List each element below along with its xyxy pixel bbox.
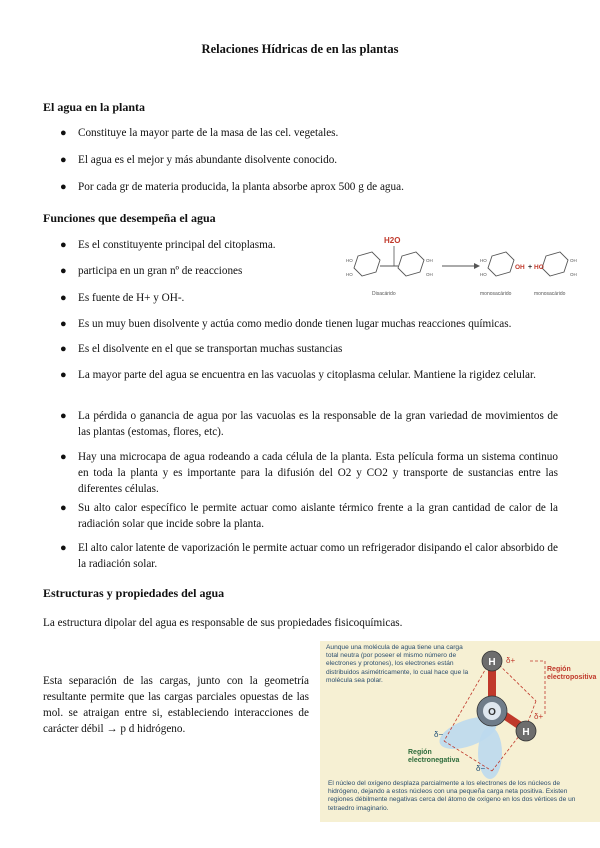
bullet-icon: ● (60, 318, 67, 330)
delta-plus-2: δ+ (534, 712, 544, 721)
water-label: H2O (384, 236, 401, 245)
svg-text:H: H (488, 657, 496, 668)
bullet-icon: ● (60, 369, 67, 381)
svg-text:O: O (488, 707, 496, 718)
svg-text:HO: HO (346, 272, 353, 277)
delta-minus-2: δ− (476, 764, 486, 773)
water-molecule-figure (320, 641, 600, 822)
sugar-ring-4 (542, 252, 568, 276)
bullet-icon: ● (60, 127, 67, 139)
label-disacarido: Disacárido (372, 291, 396, 297)
svg-text:OH: OH (426, 272, 433, 277)
svg-text:HO: HO (534, 264, 544, 271)
sugar-ring-3 (488, 252, 514, 276)
svg-text:OH: OH (570, 258, 577, 263)
label-monosacarido-1: monosacárido (480, 291, 512, 297)
region-negative-label: Región electronegativa (408, 749, 460, 764)
region-positive-label: Región electropositiva (547, 666, 597, 681)
bullet-icon: ● (60, 451, 67, 463)
label-monosacarido-2: monosacárido (534, 291, 566, 297)
svg-text:+: + (528, 264, 533, 271)
figure-caption-top: Aunque una molécula de agua tiene una carga total neutra (por poseer el mismo número de electrones y protones), los electrones están distribuidos asimétricamente, lo cual hace que la molécula sea polar. (326, 644, 469, 684)
svg-text:HO: HO (480, 272, 487, 277)
svg-text:H: H (522, 727, 530, 738)
svg-text:HO: HO (346, 258, 353, 263)
bullet-icon: ● (60, 542, 67, 554)
delta-minus-1: δ− (434, 730, 444, 739)
section-heading-agua-planta: El agua en la planta (43, 100, 146, 114)
svg-text:HO: HO (480, 258, 487, 263)
figure-caption-bottom: El núcleo del oxígeno desplaza parcialmente a los electrones de los núcleos de hidrógeno, dejando a estos núcleos con una pequeña carga neta positiva. Existen regiones débilmente negativas cerca del átomo de oxígeno en los dos vértices de un tetraedro imaginario. (328, 780, 576, 812)
bullet-icon: ● (60, 410, 67, 422)
bullet-icon: ● (60, 292, 67, 304)
bullet-icon: ● (60, 181, 67, 193)
bullet-icon: ● (60, 239, 67, 251)
bullet-icon: ● (60, 265, 67, 277)
body-paragraph: Esta separación de las cargas, junto con la geometría resultante permite que las cargas parciales opuestas de las mol. se atraigan entre si, estableciendo interacciones de carácter débil → p d hidrógeno. (43, 675, 309, 735)
section-heading-funciones: Funciones que desempeña el agua (43, 211, 216, 225)
sugar-ring-2 (398, 252, 424, 276)
bullet-icon: ● (60, 154, 67, 166)
intro-paragraph: La estructura dipolar del agua es responsable de sus propiedades fisicoquímicas. (43, 617, 403, 629)
bullet-icon: ● (60, 343, 67, 355)
page-title: Relaciones Hídricas de en las plantas (201, 42, 399, 56)
bullet-icon: ● (60, 502, 67, 514)
sugar-ring-1 (354, 252, 380, 276)
delta-plus-1: δ+ (506, 656, 516, 665)
svg-text:OH: OH (426, 258, 433, 263)
section-heading-estructuras: Estructuras y propiedades del agua (43, 586, 225, 600)
svg-text:OH: OH (515, 264, 525, 271)
svg-text:OH: OH (570, 272, 577, 277)
hydrolysis-figure (342, 232, 580, 302)
document-page: Relaciones Hídricas de en las plantas El agua en la planta ● Constituye la mayor parte de la masa de las cel. vegetales. ● El agua es el mejor y más abundante disolvente conocido. ● Por cada gr de materia producida, la planta absorbe aprox 500 g de agua. Funciones que desempeña el agua ● Es el constituyente principal del citoplasma. ● participa en un gran nº de reacciones ● Es fuente de H+ y OH-. H2O HO HO OH OH HO HO OH OH OH + HO Disacárido monosacárido monosacárido ● Es un muy buen disolvente y actúa como medio donde tienen lugar muchas reacciones químicas. ● Es el disolvente en el que se transportan muchas sustancias ● La mayor parte del agua se encuentra en las vacuolas y citoplasma celular. Mantiene la rigidez celular. ● La pérdida o ganancia de agua por las vacuolas es la responsable de la gran variedad de movimientos de las plantas (estomas, flores, etc). ● Hay una microcapa de agua rodeando a cada célula de la planta. Esta película forma un sistema continuo en toda la planta y es importante para la difusión del O2 y CO2 y transporte de sustancias entre las diferentes células. ● Su alto calor específico le permite actuar como aislante térmico frente a la gran cantidad de calor de la radiación solar que incide sobre la planta. ● El alto calor latente de vaporización le permite actuar como un refrigerador disipando el calor absorbido de la radiación solar. Estructuras y propiedades del agua La estructura dipolar del agua es responsable de sus propiedades fisicoquímicas. Esta separación de las cargas, junto con la geometría resultante permite que las cargas parciales opuestas de las mol. se atraigan entre si, estableciendo interacciones de carácter débil → p d hidrógeno. Aunque una molécula de agua tiene una carga total neutra (por poseer el mismo número de electrones y protones), los electrones están distribuidos asimétricamente, lo cual hace que la molécula sea polar. H O H δ+ δ+ δ− δ− Región electropositiva Región electronegativa El núcleo del oxígeno desplaza parcialmente a los electrones de los núcleos de hidrógeno, dejando a estos núcleos con una pequeña carga neta positiva. Existen regiones débilmente negativas cerca del átomo de oxígeno en los dos vértices de un tetraedro imaginario. (0, 0, 600, 848)
